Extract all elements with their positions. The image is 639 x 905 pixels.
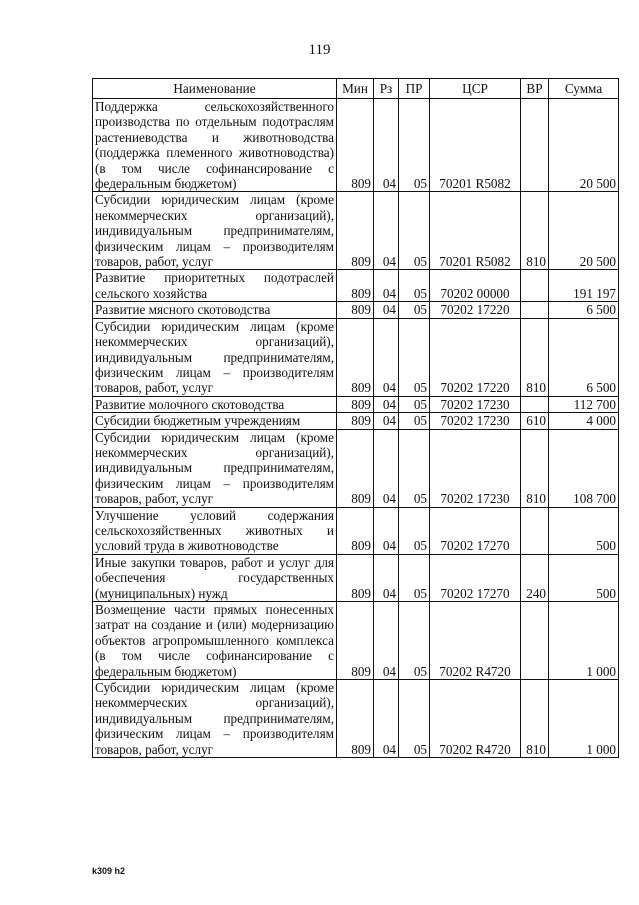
row-sum: 112 700 [549, 396, 619, 412]
row-csr: 70202 00000 [430, 270, 521, 302]
row-rz: 04 [374, 680, 399, 758]
row-rz: 04 [374, 507, 399, 554]
row-min: 809 [337, 396, 374, 412]
row-csr: 70202 17230 [430, 429, 521, 507]
footer-code: k309 h2 [92, 866, 126, 876]
row-name: Возмещение части прямых понесенных затрат на создание и (или) модернизацию объектов агропромышленного комплекса (в том числе софинансирование с федеральным бюджетом) [93, 602, 337, 680]
row-name: Иные закупки товаров, работ и услуг для обеспечения государственных (муниципальных) нужд [93, 554, 337, 601]
row-pr: 05 [399, 302, 430, 318]
row-sum: 4 000 [549, 413, 619, 429]
table-row [93, 396, 619, 412]
row-vr [521, 602, 549, 680]
header-csr: ЦСР [430, 79, 521, 99]
row-min: 809 [337, 318, 374, 396]
row-vr [521, 507, 549, 554]
row-name: Субсидии юридическим лицам (кроме некоммерческих организаций), индивидуальным предпринимателям, физическим лицам – производителям товаров, работ, услуг [93, 318, 337, 396]
row-csr: 70201 R5082 [430, 99, 521, 192]
table-row [93, 429, 619, 507]
row-sum: 20 500 [549, 192, 619, 270]
row-csr: 70202 17270 [430, 554, 521, 601]
row-rz: 04 [374, 99, 399, 192]
table-row [93, 318, 619, 396]
header-sum: Сумма [549, 79, 619, 99]
row-csr: 70202 17220 [430, 318, 521, 396]
row-rz: 04 [374, 602, 399, 680]
row-vr: 240 [521, 554, 549, 601]
row-name: Развитие мясного скотоводства [93, 302, 337, 318]
row-sum: 500 [549, 554, 619, 601]
row-pr: 05 [399, 270, 430, 302]
row-min: 809 [337, 302, 374, 318]
row-rz: 04 [374, 554, 399, 601]
row-name: Развитие приоритетных подотраслей сельского хозяйства [93, 270, 337, 302]
row-min: 809 [337, 554, 374, 601]
row-pr: 05 [399, 396, 430, 412]
row-pr: 05 [399, 99, 430, 192]
row-name: Поддержка сельскохозяйственного производства по отдельным подотраслям растениеводства и животноводства (поддержка племенного животноводства) (в том числе софинансирование с федеральным бюджетом) [93, 99, 337, 192]
row-min: 809 [337, 680, 374, 758]
row-rz: 04 [374, 413, 399, 429]
row-min: 809 [337, 192, 374, 270]
row-sum: 1 000 [549, 680, 619, 758]
row-sum: 6 500 [549, 318, 619, 396]
row-csr: 70202 17230 [430, 396, 521, 412]
row-csr: 70202 R4720 [430, 680, 521, 758]
row-pr: 05 [399, 602, 430, 680]
row-name: Субсидии юридическим лицам (кроме некоммерческих организаций), индивидуальным предпринимателям, физическим лицам – производителям товаров, работ, услуг [93, 680, 337, 758]
table-row [93, 302, 619, 318]
row-csr: 70202 17230 [430, 413, 521, 429]
table-row [93, 507, 619, 554]
row-vr: 810 [521, 192, 549, 270]
table-row [93, 680, 619, 758]
row-csr: 70202 17270 [430, 507, 521, 554]
row-min: 809 [337, 413, 374, 429]
table-header-row [93, 79, 619, 99]
table-row [93, 270, 619, 302]
row-name: Субсидии бюджетным учреждениям [93, 413, 337, 429]
table-row [93, 602, 619, 680]
row-pr: 05 [399, 554, 430, 601]
row-sum: 20 500 [549, 99, 619, 192]
row-vr [521, 396, 549, 412]
row-name: Субсидии юридическим лицам (кроме некоммерческих организаций), индивидуальным предпринимателям, физическим лицам – производителям товаров, работ, услуг [93, 429, 337, 507]
row-vr: 610 [521, 413, 549, 429]
row-vr: 810 [521, 429, 549, 507]
page-number: 119 [308, 42, 331, 58]
header-name: Наименование [93, 79, 337, 99]
row-vr: 810 [521, 680, 549, 758]
row-vr: 810 [521, 318, 549, 396]
row-vr [521, 99, 549, 192]
row-name: Субсидии юридическим лицам (кроме некоммерческих организаций), индивидуальным предпринимателям, физическим лицам – производителям товаров, работ, услуг [93, 192, 337, 270]
row-rz: 04 [374, 270, 399, 302]
row-sum: 108 700 [549, 429, 619, 507]
row-name: Улучшение условий содержания сельскохозяйственных животных и условий труда в животноводстве [93, 507, 337, 554]
row-rz: 04 [374, 302, 399, 318]
header-rz: Рз [374, 79, 399, 99]
row-name: Развитие молочного скотоводства [93, 396, 337, 412]
row-pr: 05 [399, 507, 430, 554]
table-row [93, 413, 619, 429]
row-pr: 05 [399, 192, 430, 270]
row-vr [521, 270, 549, 302]
row-sum: 6 500 [549, 302, 619, 318]
row-vr [521, 302, 549, 318]
row-rz: 04 [374, 192, 399, 270]
row-rz: 04 [374, 429, 399, 507]
row-min: 809 [337, 507, 374, 554]
row-sum: 191 197 [549, 270, 619, 302]
row-min: 809 [337, 270, 374, 302]
table-row [93, 99, 619, 192]
row-sum: 1 000 [549, 602, 619, 680]
table-row [93, 554, 619, 601]
row-csr: 70202 R4720 [430, 602, 521, 680]
budget-table [92, 78, 619, 758]
table-row [93, 192, 619, 270]
row-min: 809 [337, 99, 374, 192]
row-rz: 04 [374, 318, 399, 396]
row-csr: 70202 17220 [430, 302, 521, 318]
row-min: 809 [337, 429, 374, 507]
header-pr: ПР [399, 79, 430, 99]
header-min: Мин [337, 79, 374, 99]
row-csr: 70201 R5082 [430, 192, 521, 270]
header-vr: ВР [521, 79, 549, 99]
row-min: 809 [337, 602, 374, 680]
row-pr: 05 [399, 680, 430, 758]
row-sum: 500 [549, 507, 619, 554]
row-pr: 05 [399, 318, 430, 396]
row-pr: 05 [399, 413, 430, 429]
row-rz: 04 [374, 396, 399, 412]
row-pr: 05 [399, 429, 430, 507]
